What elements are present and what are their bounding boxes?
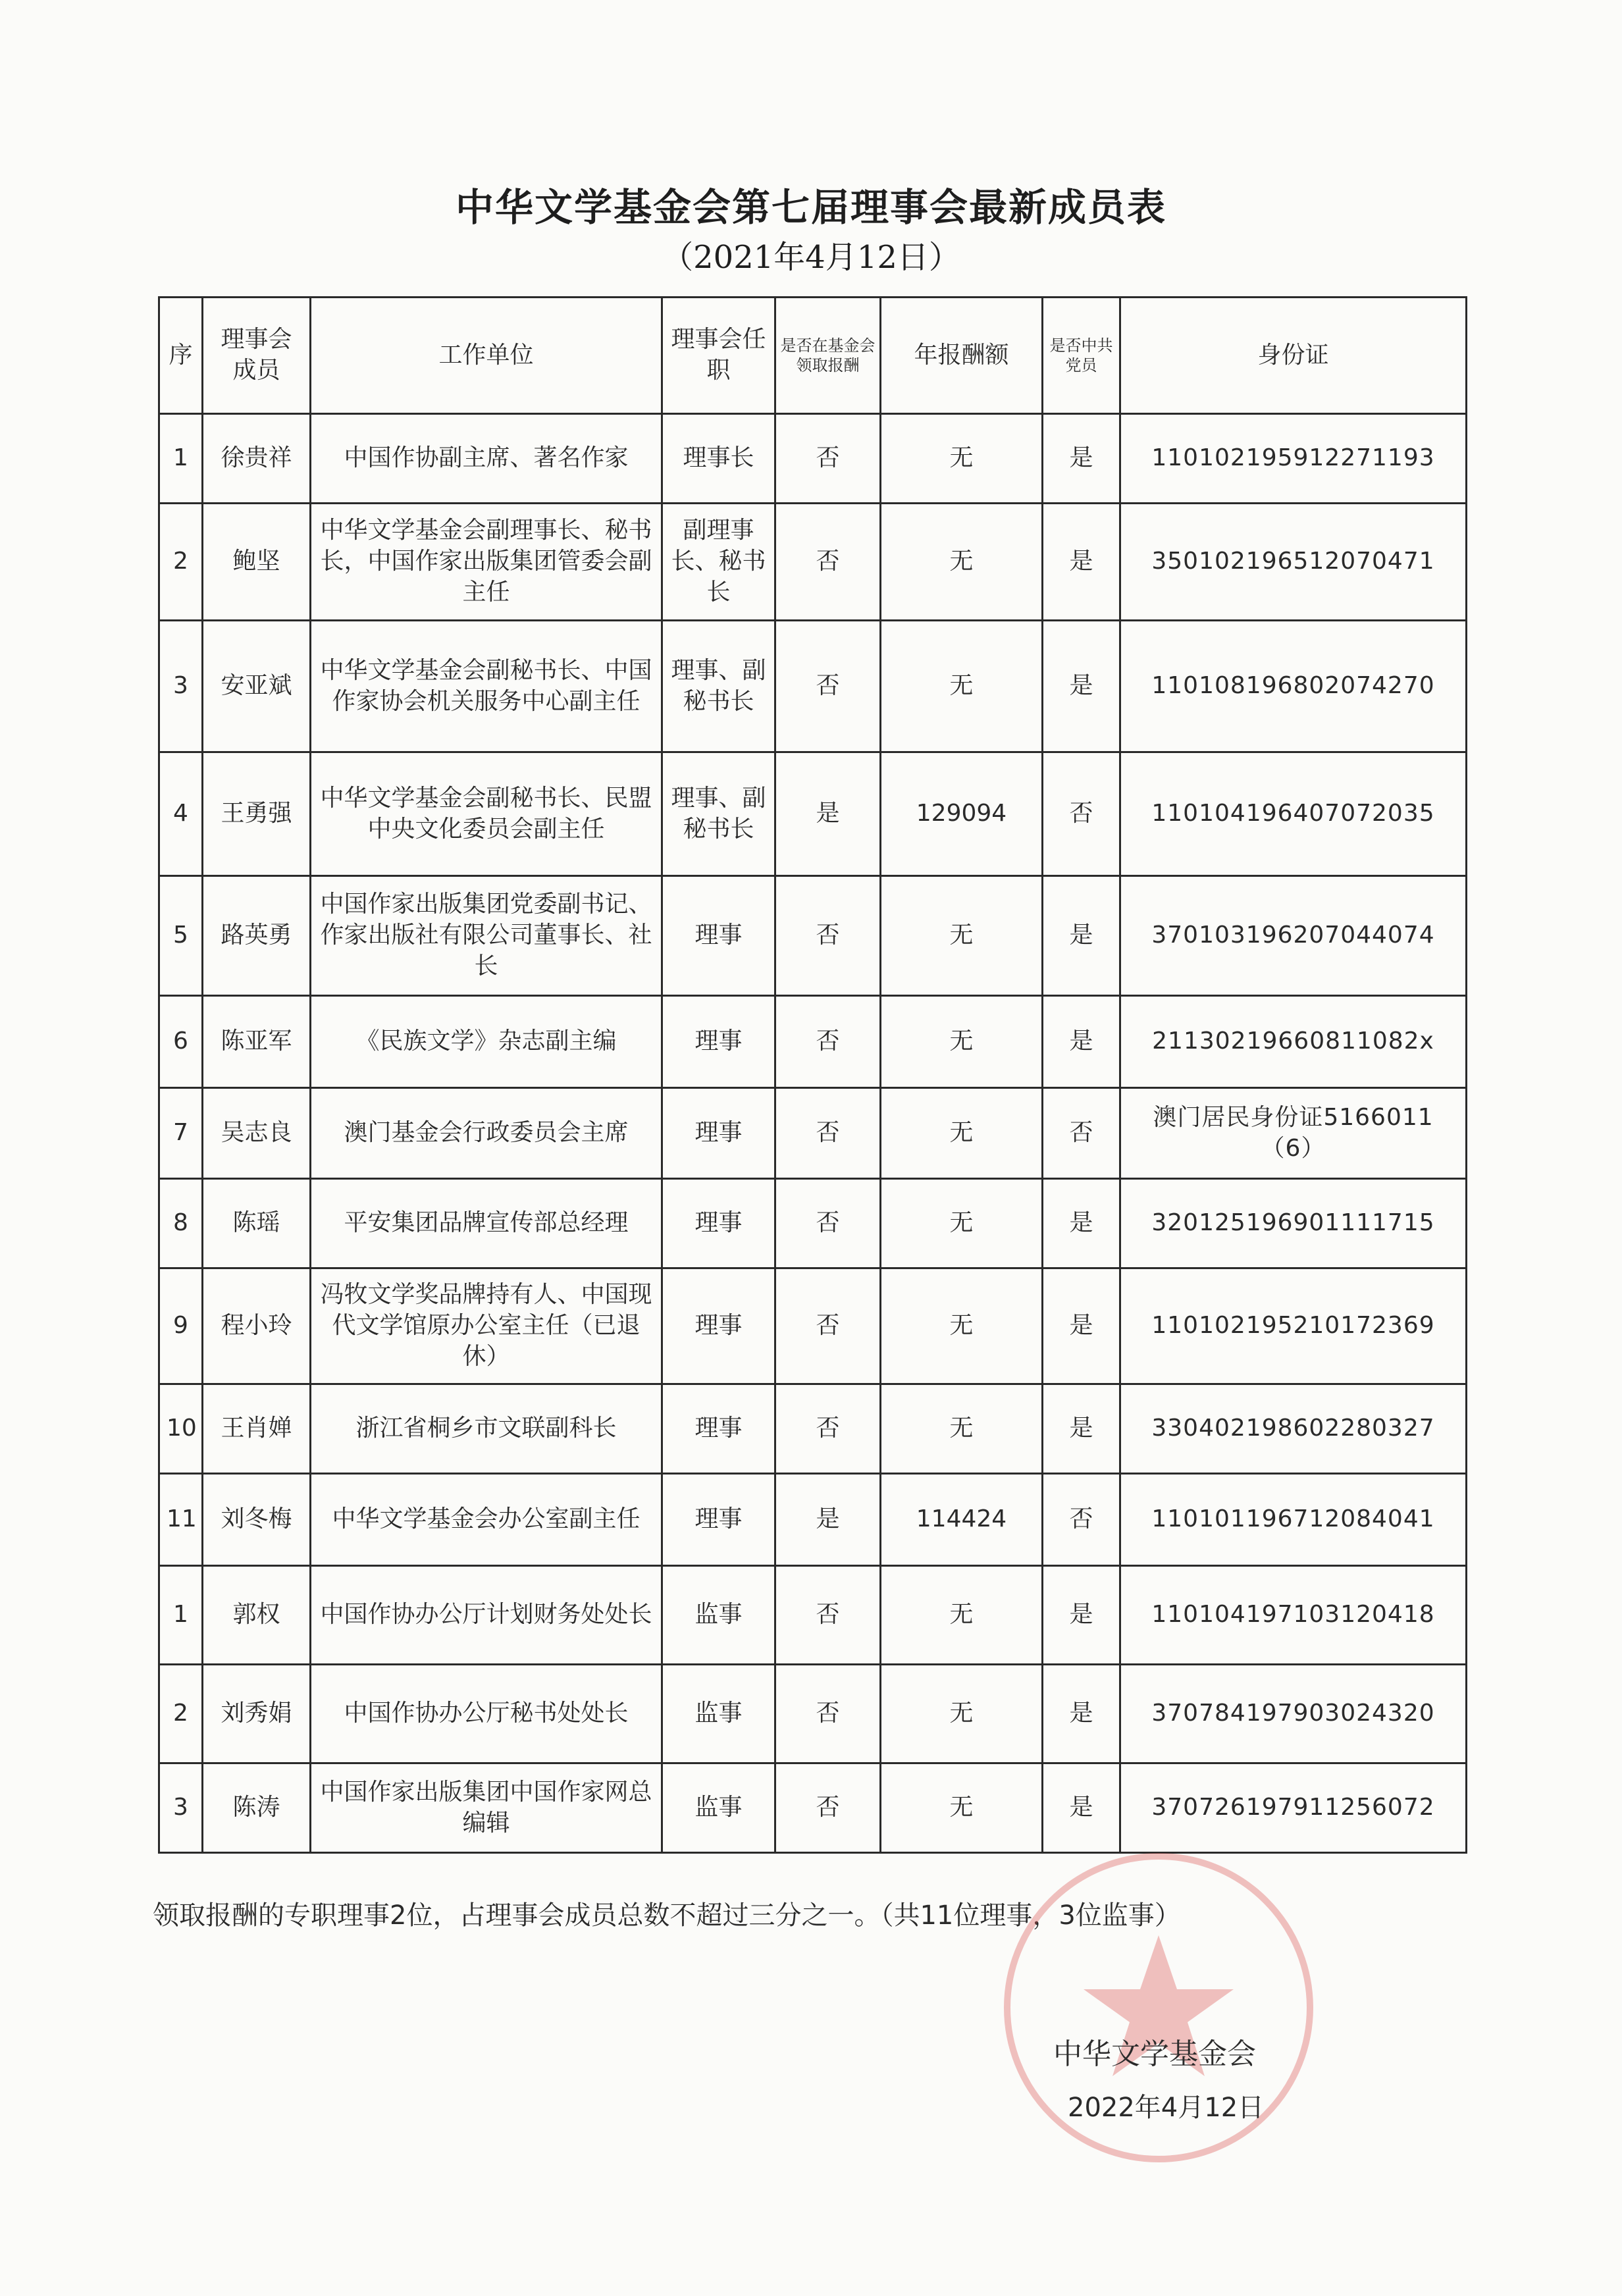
cell-position: 理事长 — [662, 414, 775, 504]
cell-position: 监事 — [662, 1763, 775, 1853]
cell-name: 吴志良 — [203, 1088, 311, 1179]
cell-name: 陈亚军 — [203, 996, 311, 1088]
cell-id: 330402198602280327 — [1120, 1384, 1467, 1474]
cell-party: 是 — [1043, 876, 1120, 996]
table-row — [159, 876, 1467, 996]
cell-seq: 3 — [159, 1763, 203, 1853]
cell-name: 王勇强 — [203, 752, 311, 876]
cell-position: 理事 — [662, 996, 775, 1088]
cell-party: 是 — [1043, 1179, 1120, 1268]
cell-party: 是 — [1043, 996, 1120, 1088]
official-seal-stamp — [987, 1837, 1330, 2179]
cell-unit: 中华文学基金会副秘书长、民盟中央文化委员会副主任 — [311, 752, 662, 876]
cell-paid: 否 — [775, 996, 881, 1088]
cell-paid: 否 — [775, 1179, 881, 1268]
cell-name: 鲍坚 — [203, 504, 311, 621]
header-seq: 序 — [159, 298, 203, 414]
cell-id: 110102195210172369 — [1120, 1268, 1467, 1384]
cell-paid: 否 — [775, 1665, 881, 1763]
header-id: 身份证 — [1120, 298, 1467, 414]
cell-paid: 否 — [775, 1088, 881, 1179]
cell-unit: 中国作协副主席、著名作家 — [311, 414, 662, 504]
cell-paid: 否 — [775, 1763, 881, 1853]
cell-seq: 9 — [159, 1268, 203, 1384]
signer-organization: 中华文学基金会 — [1053, 2037, 1256, 2071]
cell-paid: 否 — [775, 504, 881, 621]
cell-position: 副理事长、秘书长 — [662, 504, 775, 621]
header-salary: 年报酬额 — [881, 298, 1043, 414]
cell-id: 110108196802074270 — [1120, 621, 1467, 752]
sign-date: 2022年4月12日 — [1068, 2093, 1265, 2123]
cell-seq: 6 — [159, 996, 203, 1088]
header-party: 是否中共党员 — [1043, 298, 1120, 414]
cell-id: 110102195912271193 — [1120, 414, 1467, 504]
cell-salary: 无 — [881, 621, 1043, 752]
cell-id: 110104197103120418 — [1120, 1566, 1467, 1665]
header-member: 理事会成员 — [203, 298, 311, 414]
table-row — [159, 1179, 1467, 1268]
header-paid: 是否在基金会领取报酬 — [775, 298, 881, 414]
members-table — [158, 296, 1467, 1854]
cell-party: 否 — [1043, 1088, 1120, 1179]
cell-name: 刘秀娟 — [203, 1665, 311, 1763]
table-row — [159, 1088, 1467, 1179]
cell-id: 370103196207044074 — [1120, 876, 1467, 996]
footnote: 领取报酬的专职理事2位，占理事会成员总数不超过三分之一。（共11位理事，3位监事） — [153, 1900, 1181, 1931]
cell-seq: 8 — [159, 1179, 203, 1268]
cell-seq: 11 — [159, 1474, 203, 1566]
cell-seq: 5 — [159, 876, 203, 996]
cell-unit: 冯牧文学奖品牌持有人、中国现代文学馆原办公室主任（已退休） — [311, 1268, 662, 1384]
cell-unit: 《民族文学》杂志副主编 — [311, 996, 662, 1088]
cell-unit: 中华文学基金会副秘书长、中国作家协会机关服务中心副主任 — [311, 621, 662, 752]
cell-name: 刘冬梅 — [203, 1474, 311, 1566]
cell-party: 是 — [1043, 1665, 1120, 1763]
cell-salary: 无 — [881, 876, 1043, 996]
header-position: 理事会任职 — [662, 298, 775, 414]
cell-salary: 无 — [881, 1665, 1043, 1763]
cell-party: 是 — [1043, 621, 1120, 752]
cell-paid: 否 — [775, 414, 881, 504]
cell-salary: 无 — [881, 504, 1043, 621]
table-row — [159, 1384, 1467, 1474]
cell-position: 监事 — [662, 1566, 775, 1665]
cell-paid: 否 — [775, 1384, 881, 1474]
table-row — [159, 414, 1467, 504]
cell-salary: 无 — [881, 1566, 1043, 1665]
cell-id: 110104196407072035 — [1120, 752, 1467, 876]
cell-salary: 无 — [881, 1179, 1043, 1268]
table-row — [159, 996, 1467, 1088]
cell-position: 理事 — [662, 1474, 775, 1566]
cell-name: 程小玲 — [203, 1268, 311, 1384]
cell-id: 21130219660811082x — [1120, 996, 1467, 1088]
cell-name: 路英勇 — [203, 876, 311, 996]
cell-salary: 114424 — [881, 1474, 1043, 1566]
cell-paid: 是 — [775, 1474, 881, 1566]
cell-position: 理事、副秘书长 — [662, 621, 775, 752]
cell-id: 320125196901111715 — [1120, 1179, 1467, 1268]
table-row — [159, 1665, 1467, 1763]
cell-seq: 1 — [159, 1566, 203, 1665]
cell-paid: 否 — [775, 1268, 881, 1384]
cell-paid: 是 — [775, 752, 881, 876]
cell-paid: 否 — [775, 1566, 881, 1665]
cell-salary: 无 — [881, 1384, 1043, 1474]
cell-position: 理事 — [662, 1268, 775, 1384]
cell-party: 是 — [1043, 1763, 1120, 1853]
cell-party: 是 — [1043, 1384, 1120, 1474]
cell-unit: 中国作家出版集团党委副书记、作家出版社有限公司董事长、社长 — [311, 876, 662, 996]
cell-position: 理事、副秘书长 — [662, 752, 775, 876]
cell-name: 陈瑶 — [203, 1179, 311, 1268]
cell-unit: 中国作协办公厅计划财务处处长 — [311, 1566, 662, 1665]
cell-party: 否 — [1043, 752, 1120, 876]
table-row — [159, 1268, 1467, 1384]
cell-id: 370726197911256072 — [1120, 1763, 1467, 1853]
cell-position: 监事 — [662, 1665, 775, 1763]
cell-position: 理事 — [662, 1088, 775, 1179]
cell-party: 是 — [1043, 414, 1120, 504]
cell-unit: 中国作家出版集团中国作家网总编辑 — [311, 1763, 662, 1853]
cell-name: 徐贵祥 — [203, 414, 311, 504]
cell-salary: 无 — [881, 1268, 1043, 1384]
cell-id: 澳门居民身份证5166011（6） — [1120, 1088, 1467, 1179]
cell-name: 安亚斌 — [203, 621, 311, 752]
cell-salary: 无 — [881, 1763, 1043, 1853]
cell-party: 是 — [1043, 504, 1120, 621]
cell-id: 350102196512070471 — [1120, 504, 1467, 621]
cell-unit: 中华文学基金会副理事长、秘书长，中国作家出版集团管委会副主任 — [311, 504, 662, 621]
cell-paid: 否 — [775, 876, 881, 996]
cell-seq: 2 — [159, 1665, 203, 1763]
cell-position: 理事 — [662, 876, 775, 996]
cell-salary: 无 — [881, 1088, 1043, 1179]
cell-id: 370784197903024320 — [1120, 1665, 1467, 1763]
cell-seq: 2 — [159, 504, 203, 621]
cell-seq: 10 — [159, 1384, 203, 1474]
cell-name: 王肖婵 — [203, 1384, 311, 1474]
table-row — [159, 1566, 1467, 1665]
cell-party: 是 — [1043, 1268, 1120, 1384]
cell-seq: 3 — [159, 621, 203, 752]
table-body — [159, 414, 1467, 1853]
cell-salary: 无 — [881, 414, 1043, 504]
cell-name: 陈涛 — [203, 1763, 311, 1853]
cell-seq: 7 — [159, 1088, 203, 1179]
cell-paid: 否 — [775, 621, 881, 752]
table-row — [159, 1474, 1467, 1566]
cell-party: 是 — [1043, 1566, 1120, 1665]
cell-unit: 中华文学基金会办公室副主任 — [311, 1474, 662, 1566]
cell-unit: 平安集团品牌宣传部总经理 — [311, 1179, 662, 1268]
page-title: 中华文学基金会第七届理事会最新成员表 — [455, 185, 1166, 230]
header-unit: 工作单位 — [311, 298, 662, 414]
cell-unit: 中国作协办公厅秘书处处长 — [311, 1665, 662, 1763]
cell-id: 110101196712084041 — [1120, 1474, 1467, 1566]
cell-unit: 澳门基金会行政委员会主席 — [311, 1088, 662, 1179]
table-row — [159, 504, 1467, 621]
cell-salary: 无 — [881, 996, 1043, 1088]
cell-position: 理事 — [662, 1179, 775, 1268]
cell-seq: 1 — [159, 414, 203, 504]
table-header-row — [159, 298, 1467, 414]
table-row — [159, 621, 1467, 752]
cell-name: 郭权 — [203, 1566, 311, 1665]
cell-position: 理事 — [662, 1384, 775, 1474]
cell-salary: 129094 — [881, 752, 1043, 876]
page-subtitle: （2021年4月12日） — [662, 239, 960, 276]
cell-party: 否 — [1043, 1474, 1120, 1566]
cell-seq: 4 — [159, 752, 203, 876]
table-row — [159, 752, 1467, 876]
cell-unit: 浙江省桐乡市文联副科长 — [311, 1384, 662, 1474]
